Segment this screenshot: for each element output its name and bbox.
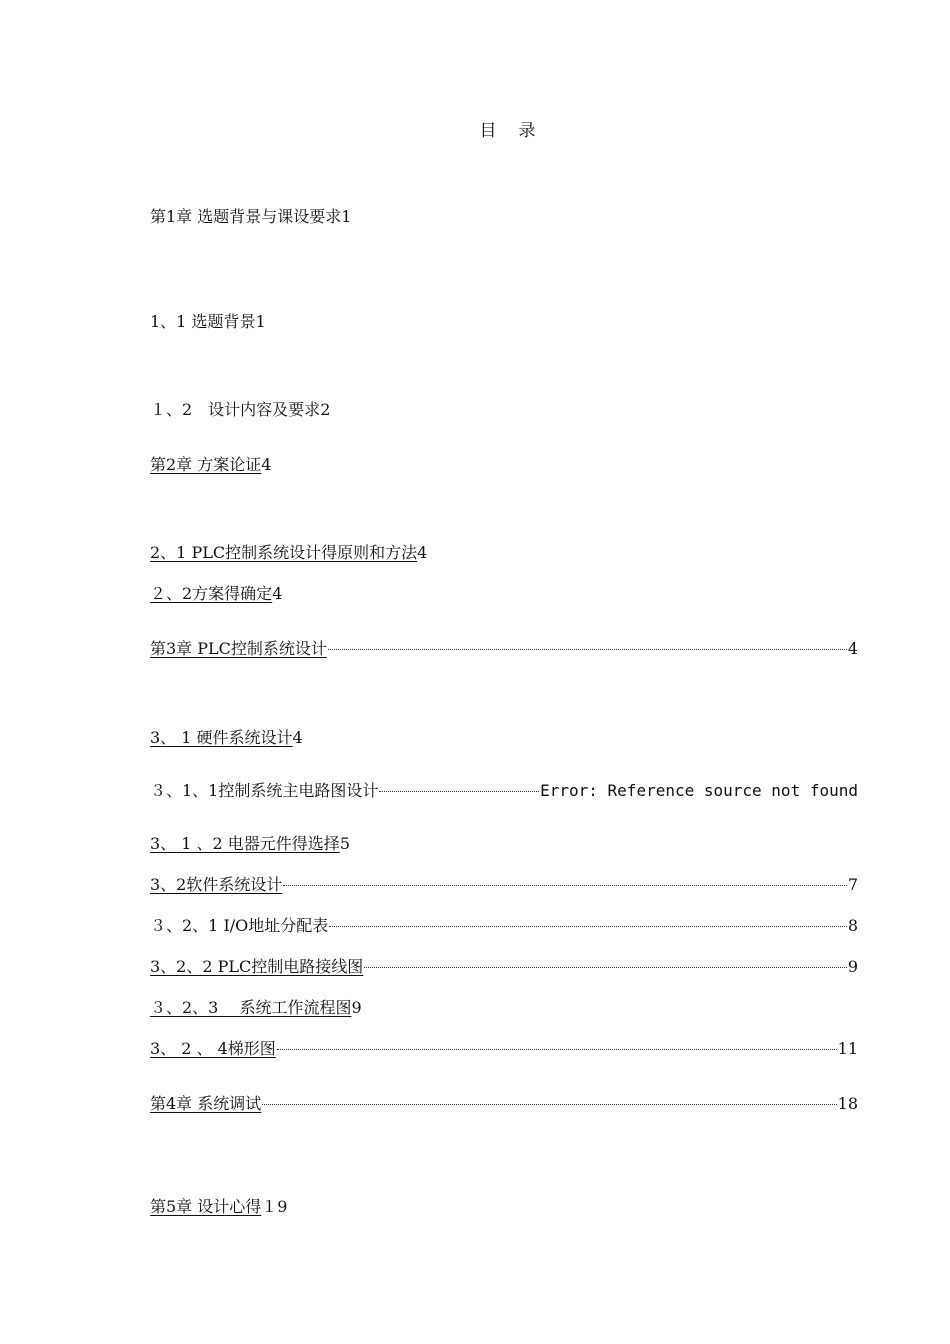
toc-entry-3-2-2[interactable] xyxy=(150,956,858,978)
toc-label: 2、1 PLC控制系统设计得原则和方法 xyxy=(150,543,418,562)
toc-label: 第3章 PLC控制系统设计 xyxy=(150,639,327,658)
dot-leader xyxy=(379,790,539,792)
toc-entry-2-2[interactable] xyxy=(150,583,858,605)
dot-leader xyxy=(329,925,847,927)
toc-label: 3、 2 、 4梯形图 xyxy=(150,1039,276,1058)
page-title xyxy=(0,116,950,141)
toc-page: 2 xyxy=(320,400,331,419)
toc-entry-ch1[interactable] xyxy=(150,206,858,228)
toc-page: 4 xyxy=(847,639,858,658)
toc-entry-3-2-1[interactable] xyxy=(150,915,858,937)
toc-entry-3-1-2[interactable] xyxy=(150,833,858,855)
dot-leader xyxy=(364,966,847,968)
toc-label: 3、2软件系统设计 xyxy=(150,875,283,894)
toc-label: １、2 设计内容及要求 xyxy=(150,400,321,419)
toc-page: 11 xyxy=(837,1039,858,1058)
dot-leader xyxy=(328,648,847,650)
toc-label: 3、 1 、2 电器元件得选择 xyxy=(150,834,340,853)
toc-entry-3-1[interactable] xyxy=(150,727,858,749)
toc-label: 3、2、2 PLC控制电路接线图 xyxy=(150,957,364,976)
toc-label: 3、 1 硬件系统设计 xyxy=(150,728,293,747)
toc-page: 1 xyxy=(341,207,352,226)
toc-entry-3-2-4[interactable] xyxy=(150,1038,858,1060)
title-char-2: 录 xyxy=(518,121,536,141)
toc-label: 第2章 方案论证 xyxy=(150,455,262,474)
toc-page: 4 xyxy=(272,584,283,603)
toc-label: ３、2、3 系统工作流程图 xyxy=(150,998,352,1017)
dot-leader xyxy=(277,1048,837,1050)
toc-page: 5 xyxy=(339,834,350,853)
toc-entry-3-2-3[interactable] xyxy=(150,997,858,1019)
toc-page: 4 xyxy=(292,728,303,747)
toc-entry-3-2[interactable] xyxy=(150,874,858,896)
dot-leader xyxy=(262,1103,836,1105)
toc-label: ３、2、1 I/O地址分配表 xyxy=(150,916,329,935)
toc-entry-ch2[interactable] xyxy=(150,454,858,476)
toc-entry-2-1[interactable] xyxy=(150,542,858,564)
dot-leader xyxy=(283,884,846,886)
title-char-1: 目 xyxy=(479,121,497,141)
toc-page: 4 xyxy=(417,543,428,562)
toc-entry-3-1-1[interactable] xyxy=(150,780,858,802)
toc-entry-ch3[interactable] xyxy=(150,638,858,660)
toc-label: 第5章 设计心得 xyxy=(150,1197,262,1216)
toc-entry-ch5[interactable] xyxy=(150,1196,858,1218)
toc-page-error: Error: Reference source not found xyxy=(540,781,858,800)
toc-label: 第1章 选题背景与课设要求 xyxy=(150,207,342,226)
toc-entry-1-2[interactable] xyxy=(150,399,858,421)
toc-page: 4 xyxy=(261,455,272,474)
toc-entry-1-1[interactable] xyxy=(150,311,858,333)
toc-page: 18 xyxy=(837,1094,858,1113)
toc-page: 9 xyxy=(847,957,858,976)
toc-page: 1 xyxy=(255,312,266,331)
toc-label: 第4章 系统调试 xyxy=(150,1094,262,1113)
toc-label: 1、1 选题背景 xyxy=(150,312,256,331)
toc-page: 8 xyxy=(847,916,858,935)
toc-page: 7 xyxy=(847,875,858,894)
toc-label: ３、1、1控制系统主电路图设计 xyxy=(150,781,379,800)
toc-page: 9 xyxy=(351,998,362,1017)
toc-entry-ch4[interactable] xyxy=(150,1093,858,1115)
toc-label: ２、2方案得确定 xyxy=(150,584,273,603)
toc-page: １9 xyxy=(261,1197,288,1216)
